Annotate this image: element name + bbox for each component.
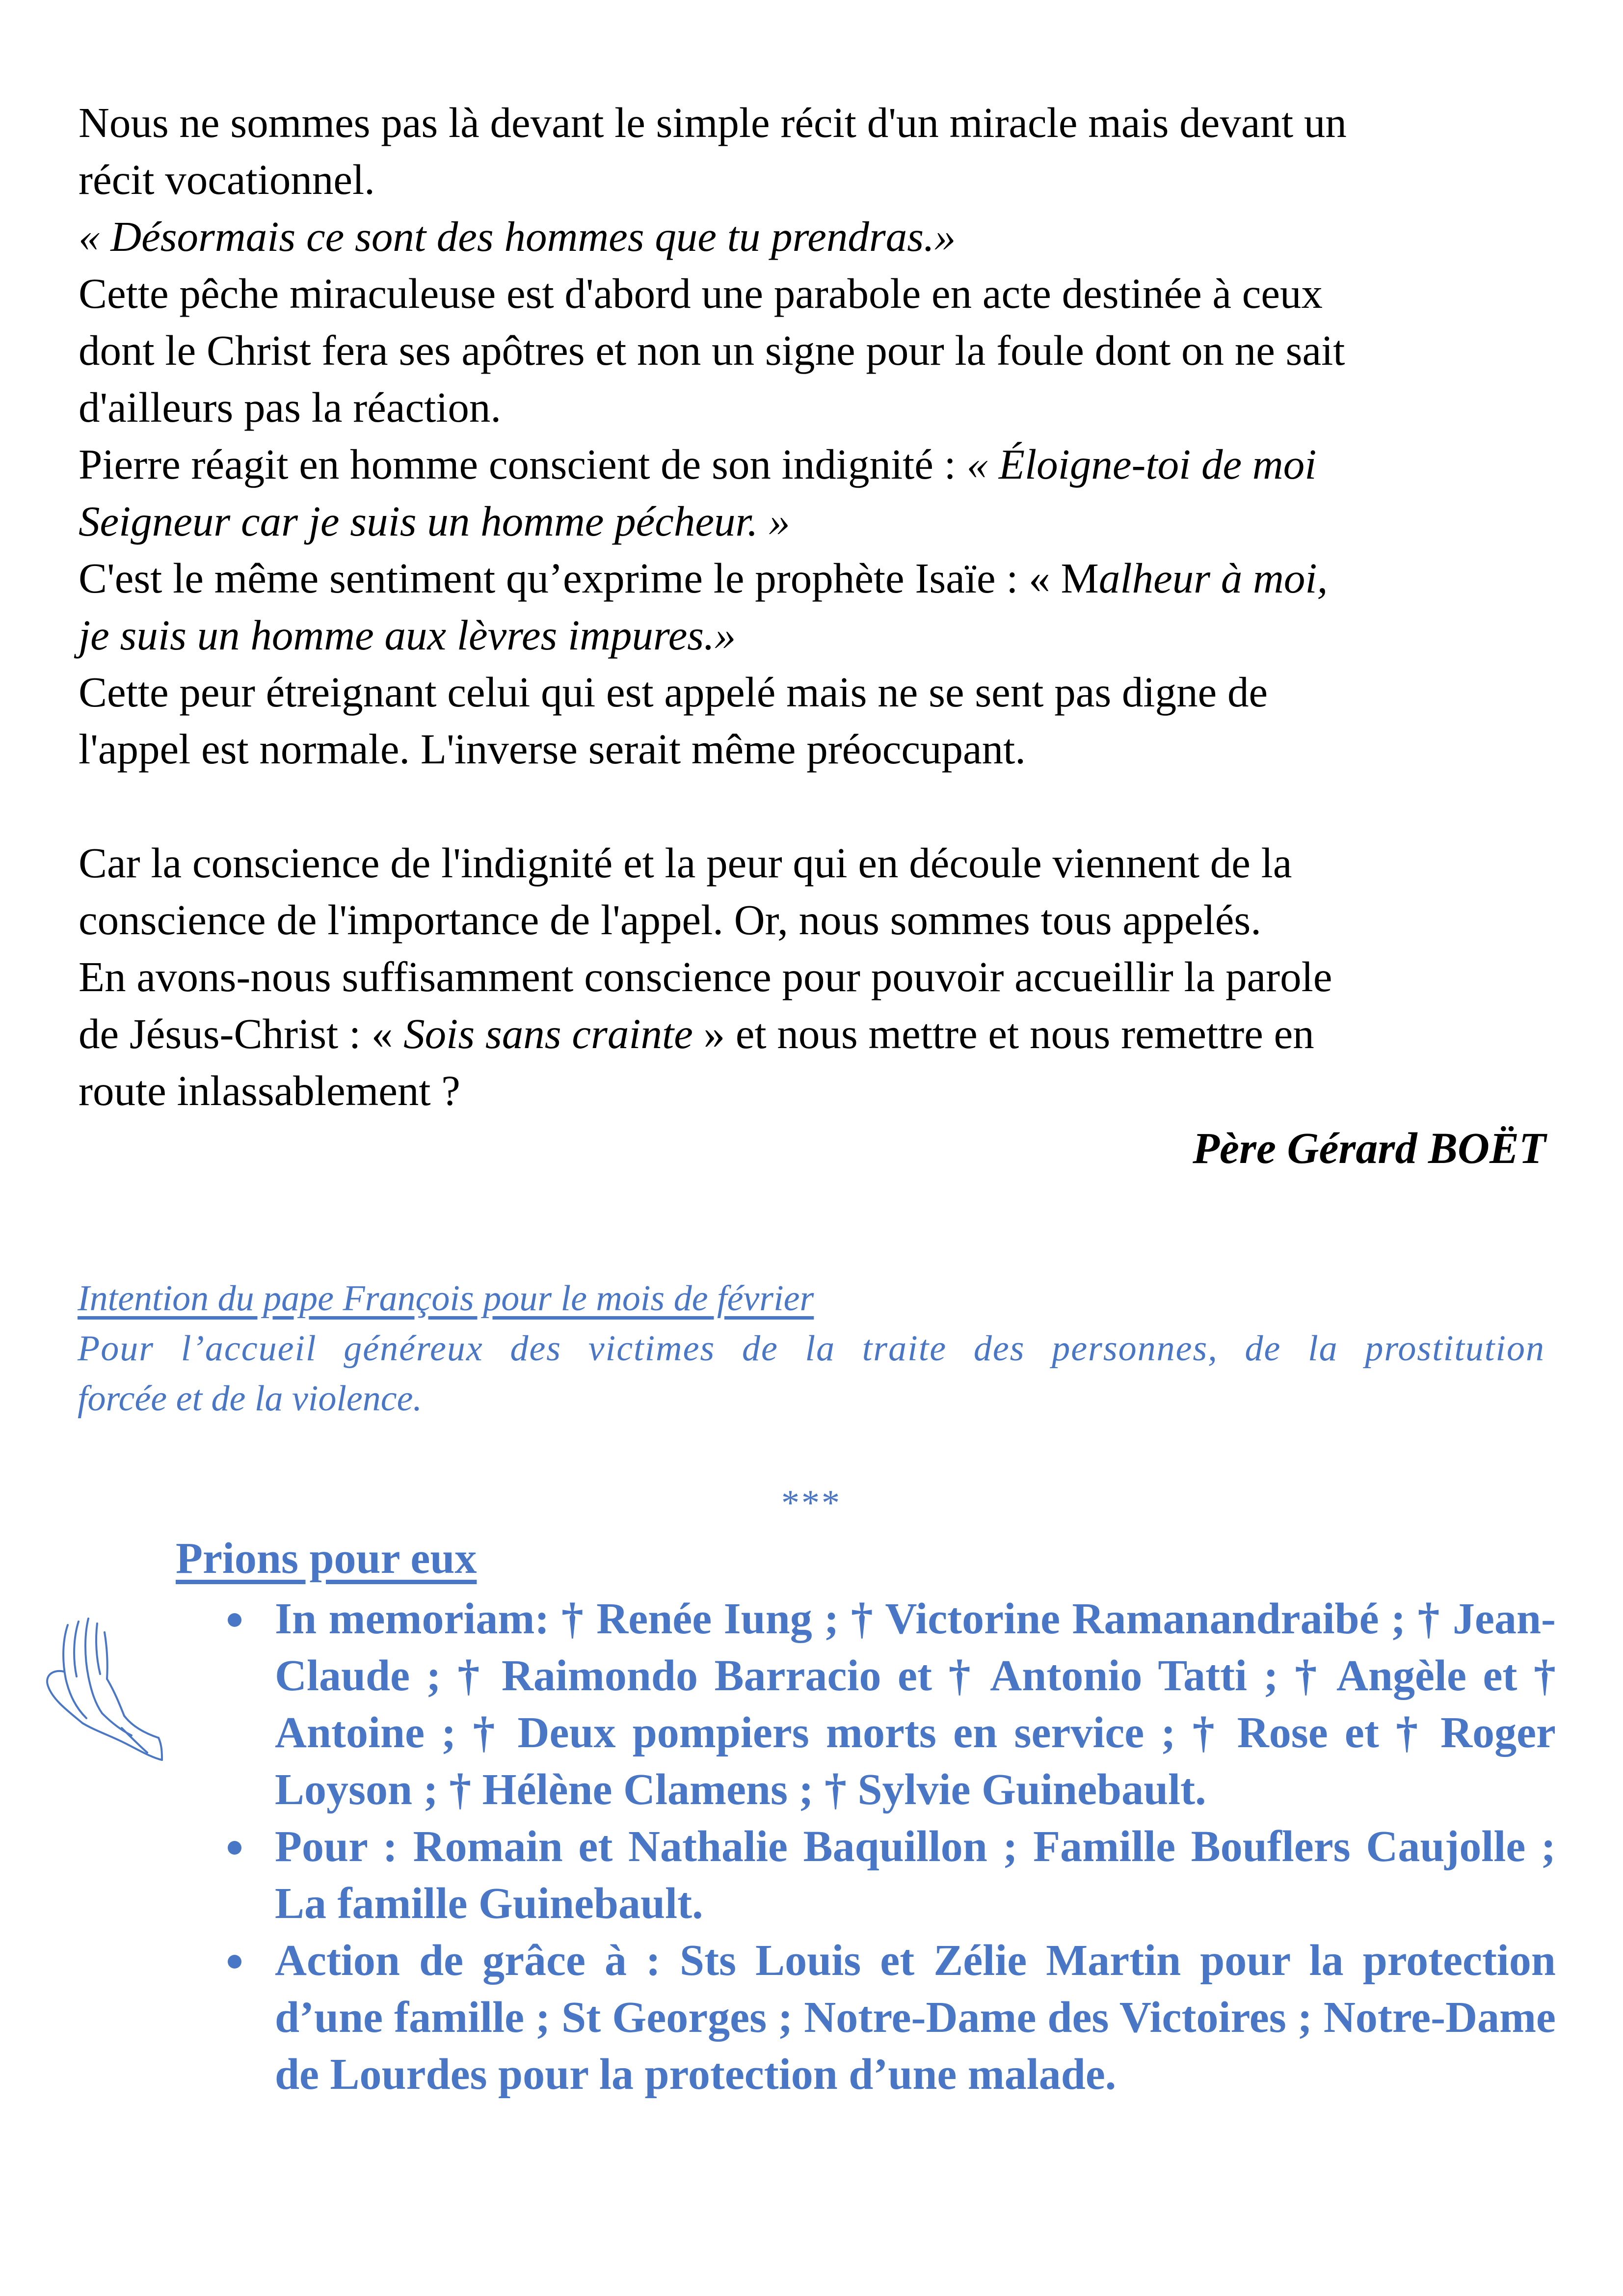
peter-quote-continued: Seigneur car je suis un homme pécheur. » [79, 497, 790, 545]
intention-text: Pour l’accueil généreux des victimes de la traite des personnes, de la prostitution [78, 1328, 1545, 1369]
isaiah-quote-continued: je suis un homme aux lèvres impures.» [79, 611, 736, 659]
bullet-icon [228, 1613, 241, 1627]
list-item-action-de-grace [206, 1932, 1556, 2103]
text-line: Cette peur étreignant celui qui est appelé mais ne se sent pas digne de [79, 668, 1268, 716]
text-span: Pierre réagit en homme conscient de son indignité : [79, 440, 967, 488]
text-line: Car la conscience de l'indignité et la peur qui en découle viennent de la [79, 839, 1292, 887]
bullet-icon [228, 1955, 241, 1969]
text-line: En avons-nous suffisamment conscience pour pouvoir accueillir la parole [79, 953, 1332, 1000]
prayer-list [206, 1591, 1556, 2103]
isaiah-quote: alheur à moi, [1098, 554, 1328, 602]
pope-intention [78, 1273, 1545, 1424]
gospel-quote: « Désormais ce sont des hommes que tu prendras.» [79, 213, 956, 260]
text-line: récit vocationnel. [79, 156, 375, 203]
text-line: conscience de l'importance de l'appel. Or, nous sommes tous appelés. [79, 896, 1262, 944]
list-item-text: Action de grâce à : Sts Louis et Zélie Martin pour la protection d’une famille ; St Georges ; Notre-Dame des Victoires ; Notre-Dame de Lourdes pour la protection d’une malade. [275, 1936, 1556, 2099]
praying-hands-icon [33, 1613, 171, 1767]
reflection-text [79, 94, 1546, 1177]
text-line [79, 1005, 1546, 1062]
list-item-pour [206, 1818, 1556, 1932]
prayers-heading: Prions pour eux [176, 1534, 477, 1583]
list-item-text: Pour : Romain et Nathalie Baquillon ; Famille Bouflers Caujolle ; La famille Guinebault. [275, 1822, 1556, 1928]
text-line: Nous ne sommes pas là devant le simple récit d'un miracle mais devant un [79, 99, 1347, 146]
intention-text: forcée et de la violence. [78, 1378, 422, 1419]
separator: *** [781, 1483, 842, 1523]
text-line [79, 436, 1546, 493]
paragraph-gap [79, 778, 1546, 835]
text-line: route inlassablement ? [79, 1067, 460, 1114]
jesus-quote: Sois sans crainte [403, 1010, 693, 1057]
intention-title: Intention du pape François pour le mois de février [78, 1278, 814, 1319]
text-line: l'appel est normale. L'inverse serait même préoccupant. [79, 725, 1026, 773]
text-line [79, 550, 1546, 607]
text-line: Cette pêche miraculeuse est d'abord une parabole en acte destinée à ceux [79, 270, 1323, 317]
peter-quote: « Éloigne-toi de moi [966, 440, 1317, 488]
list-item-text: In memoriam: † Renée Iung ; † Victorine Ramanandraibé ; † Jean-Claude ; † Raimondo Barracio et † Antonio Tatti ; † Angèle et † Antoine ; † Deux pompiers morts en service ; † Rose et † Roger Loyson ; † Hélène Clamens ; † Sylvie Guinebault. [275, 1594, 1556, 1814]
list-item-in-memoriam [206, 1591, 1556, 1818]
signature: Père Gérard BOËT [1193, 1124, 1546, 1173]
text-span: de Jésus-Christ : « [79, 1010, 404, 1057]
text-line: d'ailleurs pas la réaction. [79, 383, 502, 431]
text-line: dont le Christ fera ses apôtres et non un signe pour la foule dont on ne sait [79, 326, 1345, 374]
text-span: » et nous mettre et nous remettre en [692, 1010, 1314, 1057]
text-span: C'est le même sentiment qu’exprime le prophète Isaïe : « M [79, 554, 1099, 602]
bullet-icon [228, 1841, 241, 1855]
